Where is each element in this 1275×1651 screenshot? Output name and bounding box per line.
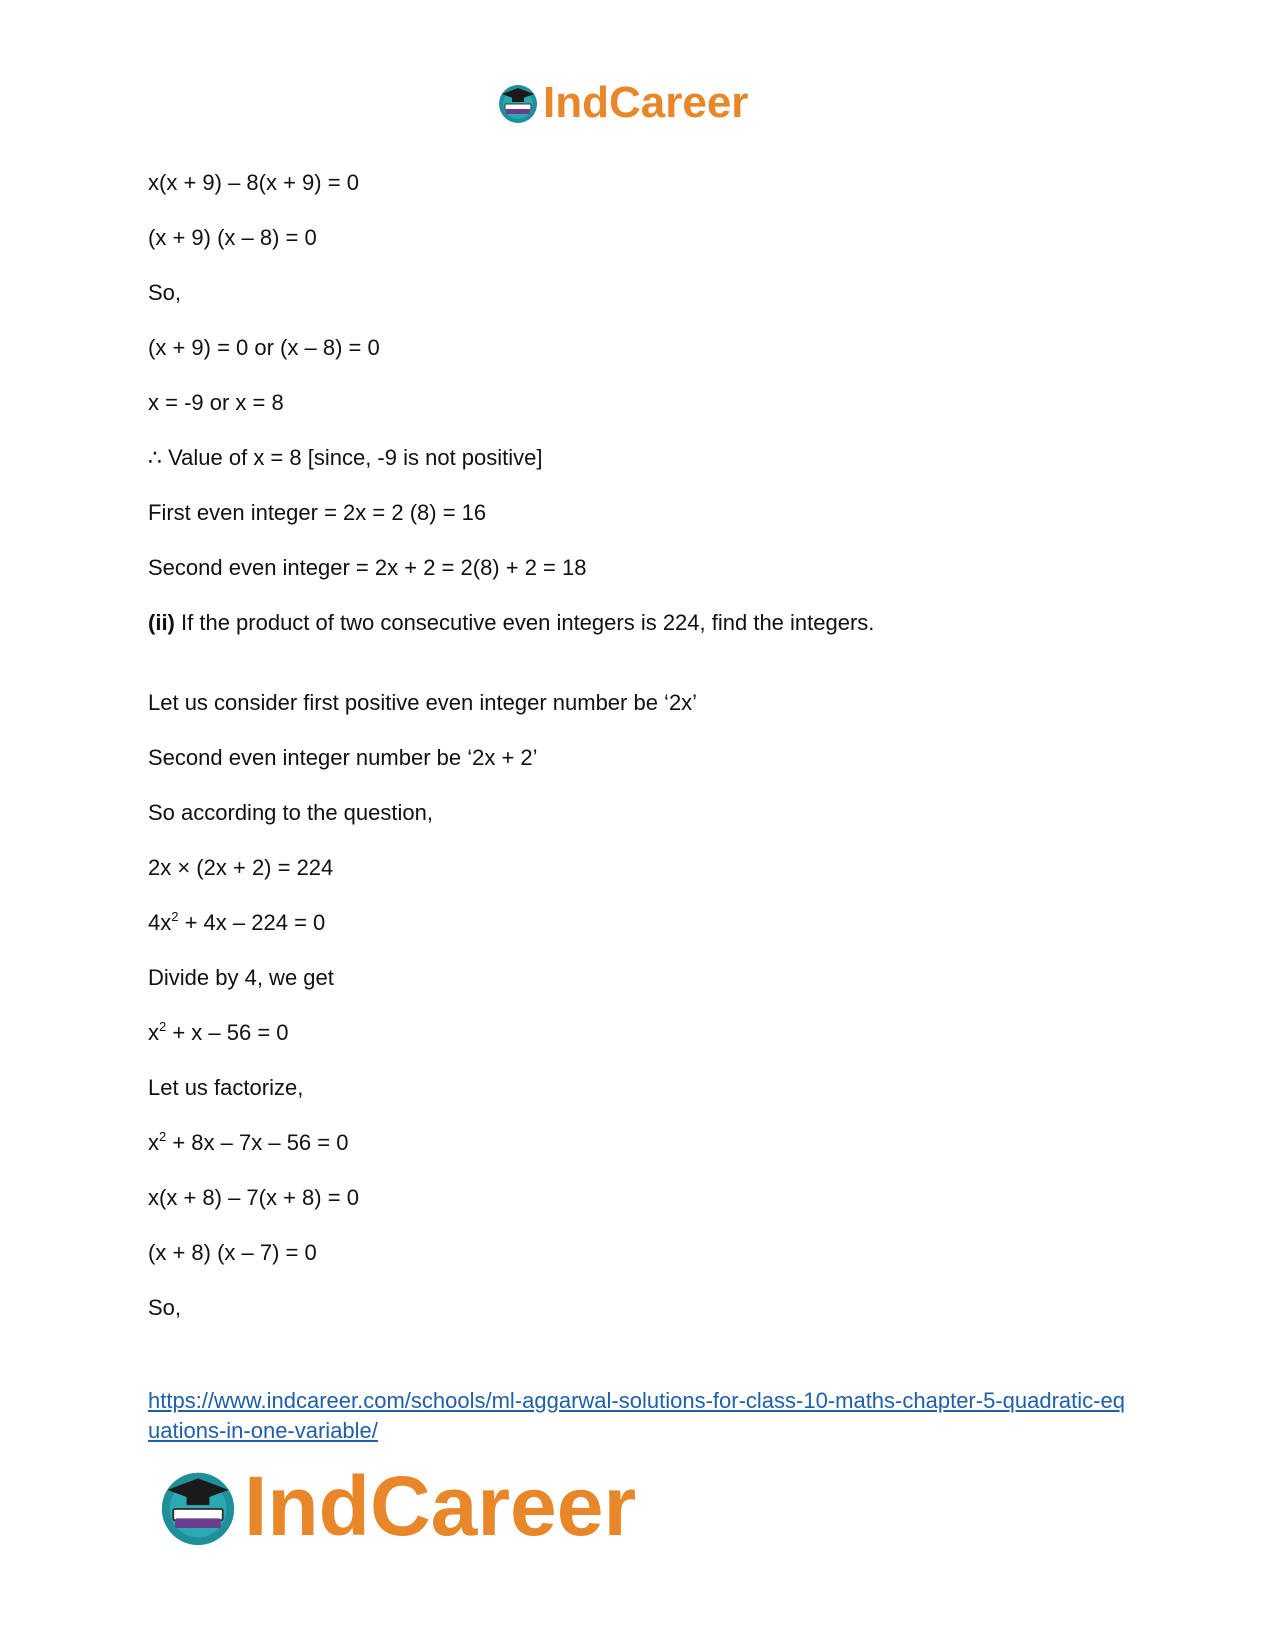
logo-icon <box>158 1467 238 1547</box>
solution-line: Second even integer = 2x + 2 = 2(8) + 2 = 18 <box>148 555 587 580</box>
question-line <box>148 610 1128 636</box>
equation-part: + 8x – 7x – 56 = 0 <box>166 1130 349 1155</box>
solution-line: (x + 8) (x – 7) = 0 <box>148 1240 317 1265</box>
exponent: 2 <box>171 909 179 924</box>
solution-line <box>148 1130 1128 1156</box>
solution-line: (x + 9) (x – 8) = 0 <box>148 225 317 250</box>
solution-line: 2x × (2x + 2) = 224 <box>148 855 334 880</box>
solution-line: Let us consider first positive even integer number be ‘2x’ <box>148 690 698 715</box>
logo-wordmark: IndCareer <box>244 1459 637 1553</box>
logo-wordmark: IndCareer <box>543 78 749 127</box>
footer-logo <box>158 1458 636 1555</box>
logo-icon <box>497 82 539 124</box>
solution-line: So according to the question, <box>148 800 433 825</box>
solution-line: (x + 9) = 0 or (x – 8) = 0 <box>148 335 380 360</box>
exponent: 2 <box>159 1129 167 1144</box>
solution-line: x = -9 or x = 8 <box>148 390 284 415</box>
question-text: If the product of two consecutive even integers is 224, find the integers. <box>174 610 875 635</box>
equation-part: 4x <box>148 910 172 935</box>
equation-part: + 4x – 224 = 0 <box>178 910 326 935</box>
exponent: 2 <box>159 1019 167 1034</box>
solution-line <box>148 1020 1128 1046</box>
equation-part: x <box>148 1020 159 1045</box>
solution-line: Second even integer number be ‘2x + 2’ <box>148 745 538 770</box>
solution-line: So, <box>148 1295 182 1320</box>
document-body <box>148 170 1128 1350</box>
solution-line <box>148 910 1128 936</box>
source-link[interactable]: https://www.indcareer.com/schools/ml-aggarwal-solutions-for-class-10-maths-chapter-5-quadratic-equations-in-one-variable/ <box>148 1388 1125 1443</box>
solution-line: So, <box>148 280 182 305</box>
solution-line: First even integer = 2x = 2 (8) = 16 <box>148 500 487 525</box>
solution-line: Divide by 4, we get <box>148 965 334 990</box>
solution-line: x(x + 8) – 7(x + 8) = 0 <box>148 1185 359 1210</box>
question-label: (ii) <box>148 610 175 635</box>
solution-line: ∴ Value of x = 8 [since, -9 is not positive] <box>148 445 543 470</box>
equation-part: x <box>148 1130 159 1155</box>
solution-line: x(x + 9) – 8(x + 9) = 0 <box>148 170 359 195</box>
header-logo <box>497 78 748 128</box>
equation-part: + x – 56 = 0 <box>166 1020 289 1045</box>
solution-line: Let us factorize, <box>148 1075 304 1100</box>
